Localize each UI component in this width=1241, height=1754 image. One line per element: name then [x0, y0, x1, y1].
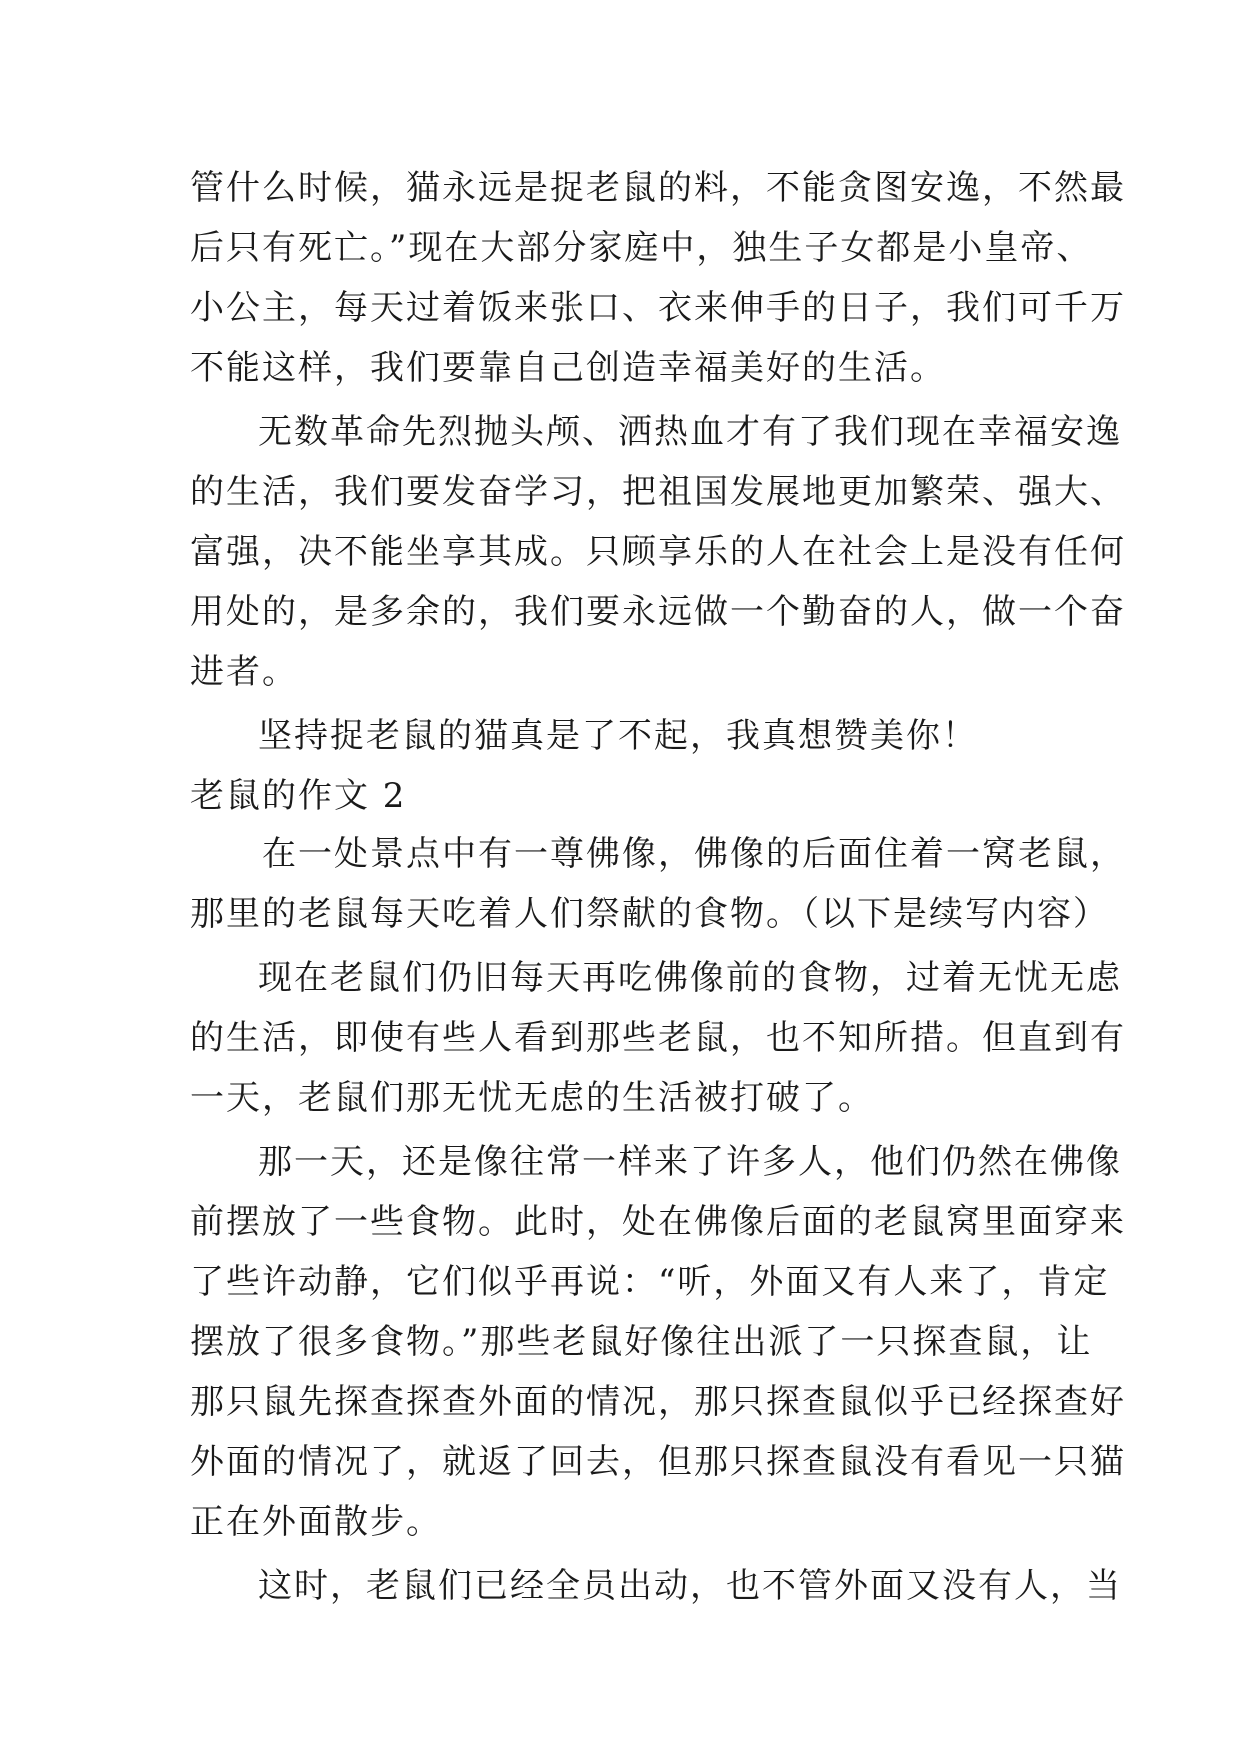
text-line: 那一天，还是像往常一样来了许多人，他们仍然在佛像	[258, 1142, 1122, 1182]
text-line: 在一处景点中有一尊佛像，佛像的后面住着一窝老鼠，	[262, 834, 1126, 874]
text-line: 无数革命先烈抛头颅、洒热血才有了我们现在幸福安逸	[258, 412, 1122, 452]
text-line: 后只有死亡。”现在大部分家庭中，独生子女都是小皇帝、	[190, 228, 1093, 268]
text-line: 一天，老鼠们那无忧无虑的生活被打破了。	[190, 1078, 874, 1118]
article-body	[190, 158, 1126, 1616]
text-line: 了些许动静，它们似乎再说：“听，外面又有人来了，肯定	[190, 1262, 1110, 1302]
text-line: 那里的老鼠每天吃着人们祭献的食物。（以下是续写内容）	[190, 894, 1109, 934]
text-line: 进者。	[190, 652, 298, 692]
section-heading: 老鼠的作文 2	[190, 776, 407, 816]
text-line: 的生活，即使有些人看到那些老鼠，也不知所措。但直到有	[190, 1018, 1126, 1058]
text-line: 小公主，每天过着饭来张口、衣来伸手的日子，我们可千万	[190, 288, 1126, 328]
text-line: 正在外面散步。	[190, 1502, 442, 1542]
text-line: 管什么时候，猫永远是捉老鼠的料，不能贪图安逸，不然最	[190, 168, 1126, 208]
text-line: 那只鼠先探查探查外面的情况，那只探查鼠似乎已经探查好	[190, 1382, 1126, 1422]
text-line: 不能这样，我们要靠自己创造幸福美好的生活。	[190, 348, 946, 388]
text-line: 摆放了很多食物。”那些老鼠好像往出派了一只探查鼠，让	[190, 1322, 1093, 1362]
text-line: 这时，老鼠们已经全员出动，也不管外面又没有人，当	[258, 1566, 1122, 1606]
text-line: 的生活，我们要发奋学习，把祖国发展地更加繁荣、强大、	[190, 472, 1126, 512]
text-line: 现在老鼠们仍旧每天再吃佛像前的食物，过着无忧无虑	[258, 958, 1122, 998]
text-line: 用处的，是多余的，我们要永远做一个勤奋的人，做一个奋	[190, 592, 1126, 632]
text-line: 前摆放了一些食物。此时，处在佛像后面的老鼠窝里面穿来	[190, 1202, 1126, 1242]
text-line: 外面的情况了，就返了回去，但那只探查鼠没有看见一只猫	[190, 1442, 1126, 1482]
text-line: 坚持捉老鼠的猫真是了不起，我真想赞美你！	[258, 716, 978, 756]
text-line: 富强，决不能坐享其成。只顾享乐的人在社会上是没有任何	[190, 532, 1126, 572]
